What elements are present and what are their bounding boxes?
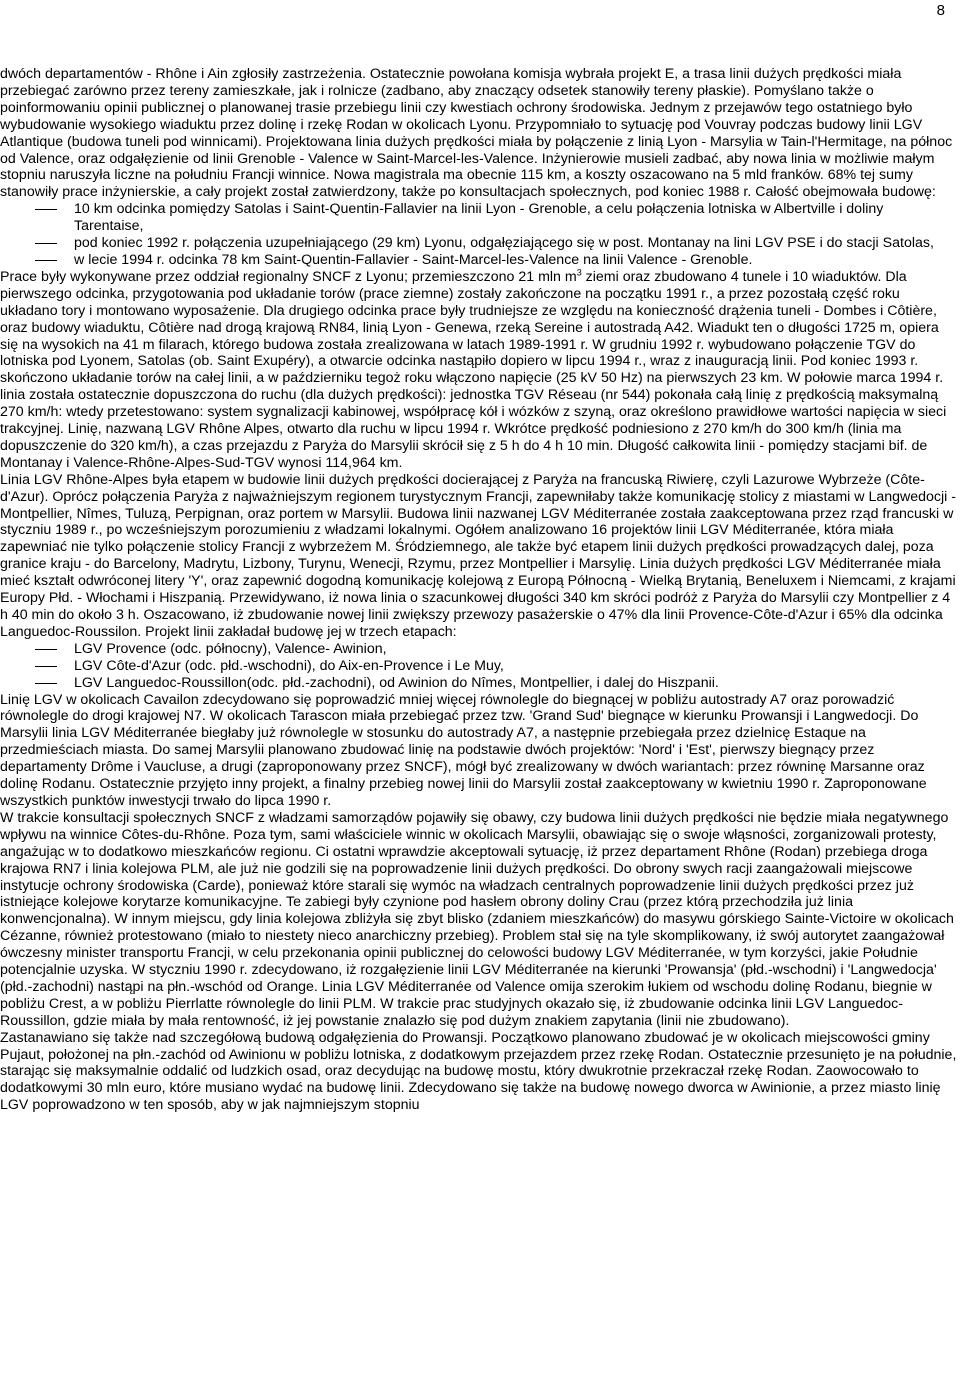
list-item: 10 km odcinka pomiędzy Satolas i Saint-Quentin-Fallavier na linii Lyon - Grenoble, a celu połączenia lotniska w Albertville i doliny Tarentaise, (0, 201, 960, 235)
paragraph-3: Linia LGV Rhône-Alpes była etapem w budowie linii dużych prędkości docierającej z Paryża na francuską Riwierę, czyli Lazurowe Wybrzeże (Côte-d'Azur). Oprócz połączenia Paryża z najważniejszym regionem turystycznym Francji, zapewniłaby także komunikację stolicy z miastami w Langwedocji - Montpellier, Nîmes, Tuluzą, Perpignan, oraz portem w Marsylii. Budowa linii nazwanej LGV Méditerranée została zaakceptowana przez rząd francuski w styczniu 1989 r., po wcześniejszym porozumieniu z władzami lokalnymi. Ogółem analizowano 16 projektów linii LGV Méditerranée, która miała zapewniać nie tylko połączenie stolicy Francji z wybrzeżem M. Śródziemnego, ale także być etapem linii dużych prędkości prowadzących dalej, poza granice kraju - do Barcelony, Madrytu, Lizbony, Turynu, Wenecji, Rzymu, przez Montpellier i Marsylię. Linia dużych prędkości LGV Méditerranée miała mieć kształt odwróconej litery 'Y', oraz zapewnić dogodną komunikację kolejową z Europą Północną - Wielką Brytanią, Beneluxem i Niemcami, z krajami Europy Płd. - Włochami i Hiszpanią. Przewidywano, iż nowa linia o szacunkowej długości 340 km skróci podróż z Paryża do Marsylii czy Montpellier z 4 h 40 min do około 3 h. Oszacowano, iż zbudowanie nowej linii zwiększy przewozy pasażerskie o 47% dla linii Provence-Côte-d'Azur i 65% dla odcinka Languedoc-Roussilon. Projekt linii zakładał budowę jej w trzech etapach: (0, 471, 956, 640)
list-item: w lecie 1994 r. odcinka 78 km Saint-Quentin-Fallavier - Saint-Marcel-les-Valence na linii Valence - Grenoble. (0, 252, 960, 269)
paragraph-2-start: Prace były wykonywane przez oddział regionalny SNCF z Lyonu; przemieszczono 21 mln m (0, 268, 577, 285)
paragraph-4: Linię LGV w okolicach Cavailon zdecydowano się poprowadzić mniej więcej równolegle do biegnącej w pobliżu autostrady A7 oraz porowadzić równolegle do drogi krajowej N7. W okolicach Tarascon miała przebiegać przez tzw. 'Grand Sud' biegnące w kierunku Prowansji i Langwedocji. Do Marsylii linia LGV Méditerranée biegłaby już równolegle w stosunku do autostrady A7, a następnie przebiegała przez dzielnicę Estaque na przedmieściach miasta. Do samej Marsylii planowano zbudować linię na podstawie dwóch projektów: 'Nord' i 'Est', pierwszy biegnący przez departamenty Drôme i Vaucluse, a drugi (zaproponowany przez SNCF), mógł być zrealizowany w dwóch wariantach: przez równinę Marsanne oraz dolinę Rodanu. Ostatecznie przyjęto inny projekt, a finalny przebieg nowej linii do Marsylii został zaakceptowany w kwietniu 1990 r. Zaproponowane wszystkich punktów inwestycji trwało do lipca 1990 r. (0, 691, 927, 809)
list-item: LGV Côte-d'Azur (odc. płd.-wschodni), do Aix-en-Provence i Le Muy, (0, 658, 960, 675)
paragraph-1: dwóch departamentów - Rhône i Ain zgłosiły zastrzeżenia. Ostatecznie powołana komisja wybrała projekt E, a trasa linii dużych prędkości miała przebiegać zarówno przez tereny zamieszkałe, jak i rolnicze (zadbano, aby znaczący odsetek stanowiły tereny płaskie). Pomyślano także o poinformowaniu opinii publicznej o planowanej trasie przebiegu linii czy kwestiach ochrony środowiska. Jednym z przejawów tego ostatniego było wybudowanie wysokiego wiaduktu przez dolinę i rzekę Rodan w okolicach Lyonu. Przypomniało to sytuację pod Vouvray podczas budowy linii LGV Atlantique (budowa tuneli pod winnicami). Projektowana linia dużych prędkości miała by połączenie z linią Lyon - Marsylia w Tain-l'Hermitage, na północ od Valence, oraz odgałęzienie od linii Grenoble - Valence w Saint-Marcel-les-Valence. Inżynierowie musieli zadbać, aby nowa linia w możliwie małym stopniu naruszyła liczne na południu Francji winnice. Nowa magistrala ma obecnie 115 km, a koszty oszacowano na 5 mld franków. 68% tej sumy stanowiły prace inżynierskie, a cały projekt został zatwierdzony, także po konsultacjach społecznych, pod koniec 1988 r. Całość obejmowała budowę: (0, 66, 953, 201)
paragraph-6: Zastanawiano się także nad szczegółową budową odgałęzienia do Prowansji. Początkowo planowano zbudować je w okolicach miejscowości gminy Pujaut, położonej na płn.-zachód od Awinionu w pobliżu lotniska, z dodatkowym przejazdem przez rzekę Rodan. Ostatecznie przesunięto je na południe, starając się maksymalnie oddalić od ludzkich osad, oraz decydując na budowę mostu, który dwukrotnie przekraczał rzekę Rodan. Zaowocowało to dodatkowymi 30 mln euro, które musiano wydać na budowę linii. Zdecydowano się także na budowę nowego dworca w Awinionie, a przez miasto linię LGV poprowadzono w ten sposób, aby w jak najmniejszym stopniu (0, 1029, 957, 1114)
list-item: pod koniec 1992 r. połączenia uzupełniającego (29 km) Lyonu, odgałęziającego się w post. Montanay na lini LGV PSE i do stacji Satolas, (0, 235, 960, 252)
stages-list (0, 641, 960, 692)
list-item: LGV Languedoc-Roussillon(odc. płd.-zachodni), od Awinion do Nîmes, Montpellier, i dalej do Hiszpanii. (0, 675, 960, 692)
page-number: 8 (936, 2, 945, 19)
construction-list (0, 201, 960, 269)
paragraph-2 (0, 269, 960, 472)
paragraph-5: W trakcie konsultacji społecznych SNCF z władzami samorządów pojawiły się obawy, czy budowa linii dużych prędkości nie będzie miała negatywnego wpływu na winnice Côtes-du-Rhône. Poza tym, sami właściciele winnic w okolicach Marsylii, obawiając się o swoje włąsności, zorganizowali protesty, angażując w to dodatkowo mieszkańców regionu. Ci ostatni wprawdzie akceptowali sytuację, iż przez departament Rhône (Rodan) przebiega droga krajowa RN7 i linia kolejowa PLM, ale już nie godzili się na poprowadzenie linii dużych prędkości. Do obrony swych racji zaangażowali miejscowe instytucje ochrony środowiska (Carde), ponieważ które starali się wymóc na władzach centralnych poprowadzenie linii dużych prędkości przez już istniejące kolejowe korytarze komunikacyjne. Te zabiegi były czynione pod hasłem obrony doliny Crau (przez którą przechodziła już linia konwencjonalna). W innym miejscu, gdy linia kolejowa zbliżyła się zbyt blisko (zdaniem mieszkańców) do masywu górskiego Sainte-Victoire w okolicach Cézanne, również protestowano (miało to niestety nieco anarchiczny przebieg). Problem stał się na tyle skomplikowany, iż swój autorytet zaangażował ówczesny minister transportu Francji, w celu przekonania opinii publicznej do celowości budowy LGV Méditerranée, w tym korzyści, jakie Południe potencjalnie uzyska. W styczniu 1990 r. zdecydowano, iż rozgałęzienie linii LGV Méditerranée na kierunki 'Prowansja' (płd.-wschodni) i 'Langwedocja' (płd.-zachodni) nastąpi na płn.-wschód od Orange. Linia LGV Méditerranée od Valence omija szerokim łukiem od wschodu dolinę Rodanu, biegnie w pobliżu Crest, a w pobliżu Pierrlatte równolegle do linii PLM. W trakcie prac studyjnych okazało się, iż zbudowanie odcinka linii LGV Languedoc-Roussillon, gdzie miała by mała rentowność, iż jej powstanie znalazło się pod dużym znakiem zapytania (linii nie zbudowano). (0, 809, 954, 1029)
list-item: LGV Provence (odc. północny), Valence- Awinion, (0, 641, 960, 658)
document-body (0, 66, 960, 1114)
paragraph-2-rest: ziemi oraz zbudowano 4 tunele i 10 wiaduktów. Dla pierwszego odcinka, przygotowania pod układanie torów (prace ziemne) zostały zakończone na początku 1991 r., a przez pozostałą część roku układano tory i montowano wyposażenie. Dla drugiego odcinka prace były trudniejsze ze względu na konieczność drążenia tuneli - Dombes i Côtière, oraz budowy wiaduktu, Côtière nad drogą krajową RN84, linią Lyon - Genewa, rzeką Sereine i autostradą A42. Wiadukt ten o długości 1725 m, opiera się na wysokich na 41 m filarach, którego budowa została zrealizowana w latach 1989-1991 r. W grudniu 1992 r. wybudowano połączenie TGV do lotniska pod Lyonem, Satolas (ob. Saint Exupéry), a otwarcie odcinka nastąpiło dopiero w lipcu 1994 r., wraz z inauguracją linii. Pod koniec 1993 r. skończono układanie torów na całej linii, a w październiku tegoż roku włączono napięcie (25 kV 50 Hz) na pierwszych 23 km. W połowie marca 1994 r. linia została ostatecznie dopuszczona do ruchu (dla dużych prędkości): jednostka TGV Réseau (nr 544) pokonała całą linię z prędkością maksymalną 270 km/h: wtedy przetestowano: system sygnalizacji kabinowej, współpracę kół i wózków z szyną, oraz określono prawidłowe wartości napięcia w sieci trakcyjnej. Linię, nazwaną LGV Rhône Alpes, otwarto dla ruchu w lipcu 1994 r. Wkrótce prędkość podniesiono z 270 km/h do 300 km/h (linia ma dopuszczenie do 320 km/h), a czas przejazdu z Paryża do Marsylii skrócił się z 5 h do 4 h 10 min. Długość całkowita linii - pomiędzy stacjami bif. de Montanay i Valence-Rhône-Alpes-Sud-TGV wynosi 114,964 km. (0, 268, 947, 471)
superscript: 3 (576, 267, 582, 278)
